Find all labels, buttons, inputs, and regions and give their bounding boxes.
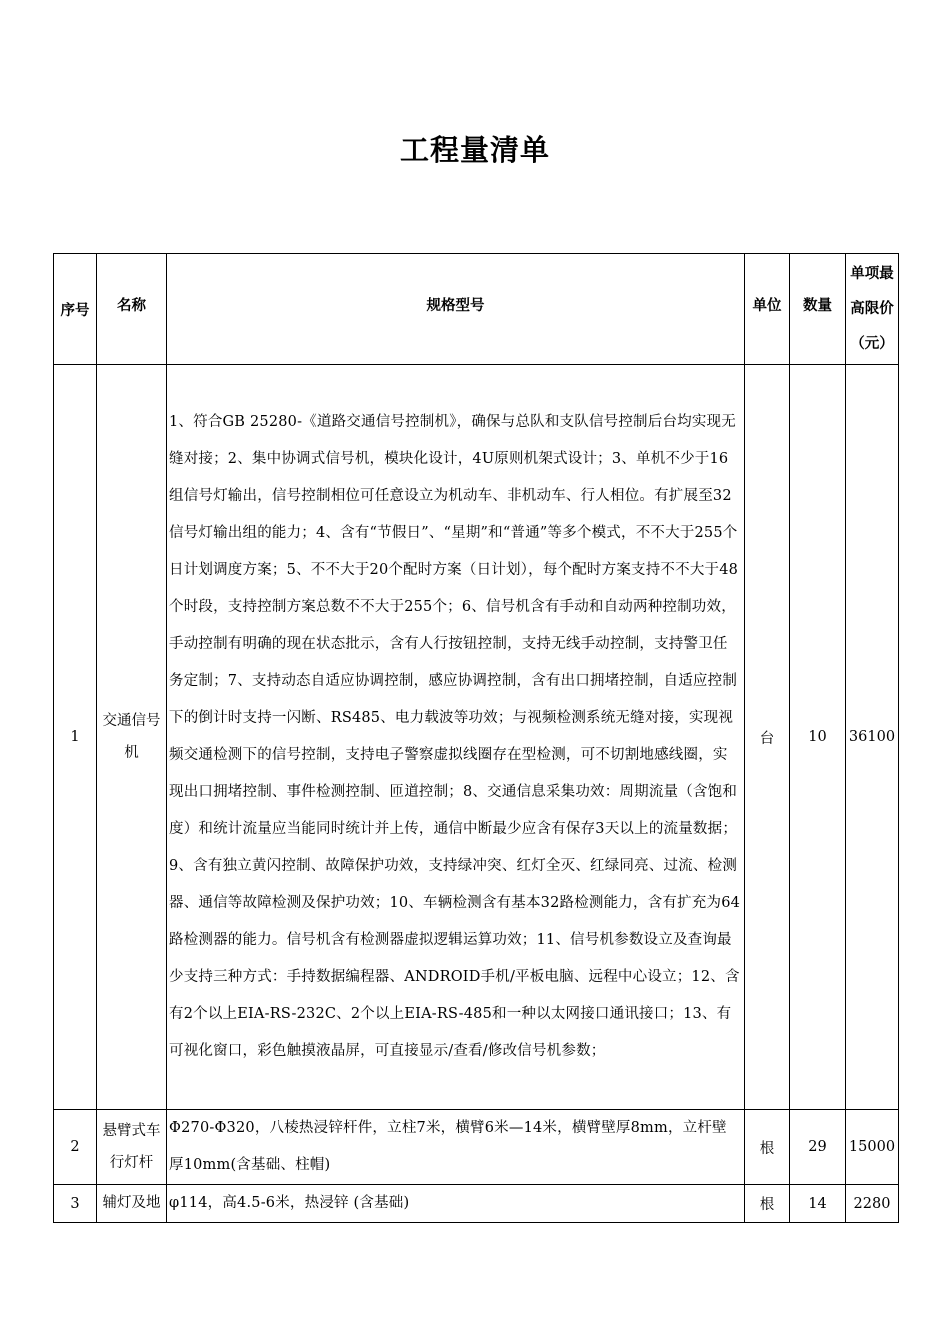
- row-spec: 1、符合GB 25280-《道路交通信号控制机》，确保与总队和支队信号控制后台均实现无缝对接；2、集中协调式信号机，模块化设计，4U原则机架式设计；3、单机不少于16组信号灯输出，信号控制相位可任意设立为机动车、非机动车、行人相位。有扩展至32信号灯输出组的能力；4、含有“节假日”、“星期”和“普通”等多个模式，不不大于255个日计划调度方案；5、不不大于20个配时方案（日计划），每个配时方案支持不不大于48个时段，支持控制方案总数不不大于255个；6、信号机含有手动和自动两种控制功效，手动控制有明确的现在状态批示，含有人行按钮控制，支持无线手动控制，支持警卫任务定制；7、支持动态自适应协调控制，感应协调控制，含有出口拥堵控制，自适应控制下的倒计时支持一闪断、RS485、电力载波等功效；与视频检测系统无缝对接，实现视频交通检测下的信号控制，支持电子警察虚拟线圈存在型检测，可不切割地感线圈，实现出口拥堵控制、事件检测控制、匝道控制；8、交通信息采集功效：周期流量（含饱和度）和统计流量应当能同时统计并上传，通信中断最少应含有保存3天以上的流量数据；9、含有独立黄闪控制、故障保护功效，支持绿冲突、红灯全灭、红绿同亮、过流、检测器、通信等故障检测及保护功效；10、车辆检测含有基本32路检测能力，含有扩充为64路检测器的能力。信号机含有检测器虚拟逻辑运算功效；11、信号机参数设立及查询最少支持三种方式：手持数据编程器、ANDROID手机/平板电脑、远程中心设立；12、含有2个以上EIA-RS-232C、2个以上EIA-RS-485和一种以太网接口通讯接口；13、有可视化窗口，彩色触摸液晶屏，可直接显示/查看/修改信号机参数；: [167, 365, 745, 1110]
- table-row: [54, 365, 899, 1110]
- row-quantity: 10: [790, 365, 846, 1110]
- table-row: [54, 1185, 899, 1223]
- bill-of-quantities-table: [53, 253, 899, 1223]
- header-index: 序号: [54, 254, 97, 365]
- row-quantity: 29: [790, 1110, 846, 1185]
- row-price: 36100: [846, 365, 899, 1110]
- page-title: 工程量清单: [399, 133, 550, 167]
- row-unit: 台: [745, 365, 790, 1110]
- header-spec: 规格型号: [167, 254, 745, 365]
- header-name: 名称: [97, 254, 167, 365]
- row-spec: φ114，高4.5-6米，热浸锌 (含基础): [167, 1185, 745, 1223]
- row-name: 辅灯及地: [102, 1195, 161, 1211]
- row-price: 2280: [846, 1185, 899, 1223]
- table-row: [54, 1110, 899, 1185]
- row-unit: 根: [745, 1185, 790, 1223]
- row-index: 2: [54, 1110, 97, 1185]
- header-price: 单项最高限价（元）: [846, 254, 899, 365]
- row-price: 15000: [846, 1110, 899, 1185]
- row-name: 悬臂式车行灯杆: [97, 1110, 167, 1185]
- row-index: 1: [54, 365, 97, 1110]
- row-spec: Φ270-Φ320，八棱热浸锌杆件，立柱7米，横臂6米—14米，横臂壁厚8mm，立杆壁厚10mm(含基础、柱帽): [167, 1110, 745, 1185]
- row-unit: 根: [745, 1110, 790, 1185]
- row-name: 交通信号机: [97, 365, 167, 1110]
- row-name-cell: [97, 1185, 167, 1223]
- header-unit: 单位: [745, 254, 790, 365]
- header-quantity: 数量: [790, 254, 846, 365]
- row-index: 3: [54, 1185, 97, 1223]
- table-header-row: [54, 254, 899, 365]
- row-quantity: 14: [790, 1185, 846, 1223]
